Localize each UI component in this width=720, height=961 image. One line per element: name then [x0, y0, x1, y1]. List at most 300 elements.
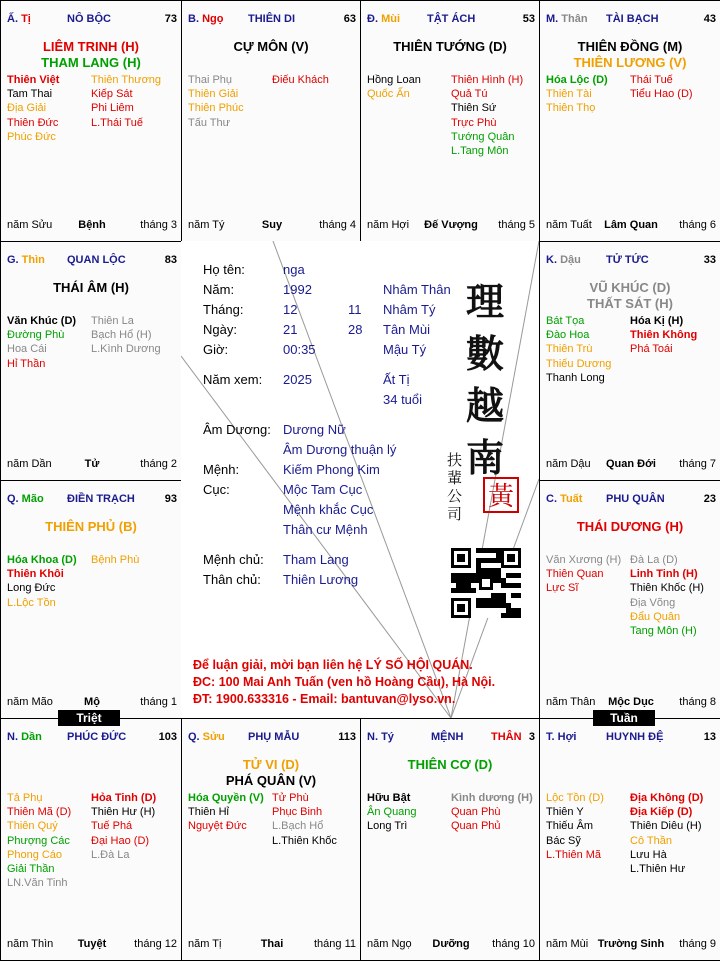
calligraphy-side-char: 司 [447, 505, 463, 523]
footer-stage: Đế Vượng [424, 219, 478, 231]
branch-name: Thân [561, 13, 588, 25]
palace-number: 3 [528, 731, 535, 743]
palace-name: PHÚC ĐỨC [67, 731, 127, 743]
palace-header [546, 493, 716, 509]
footer-month: tháng 3 [140, 219, 177, 231]
palace-name: HUYNH ĐỆ [606, 731, 664, 743]
amduong-label: Âm Dương: [203, 422, 271, 437]
palace-number: 23 [703, 493, 716, 505]
palace-header [188, 731, 356, 747]
branch-letter: Q. [188, 731, 203, 743]
minor-star: Thiên Diêu (H) [630, 820, 702, 833]
minor-star: L.Thái Tuế [91, 116, 143, 129]
branch-letter: G. [7, 254, 22, 266]
minor-star: Thanh Long [546, 371, 605, 384]
minor-star: Tuế Phá [91, 820, 133, 833]
palace-name: THIÊN DI [248, 13, 296, 25]
minor-star: Quan Phủ [451, 820, 501, 833]
calligraphy-side-char: 扶 [447, 451, 463, 469]
footer-stage: Lâm Quan [604, 219, 658, 231]
branch-label [367, 731, 394, 743]
minor-star: Thiên La [91, 315, 134, 327]
minor-stars-right [91, 553, 139, 567]
footer-stage: Trường Sinh [597, 938, 665, 950]
palace-name: TẬT ÁCH [427, 13, 476, 25]
branch-letter: Ấ. [7, 13, 22, 25]
minor-star: Tấu Thư [188, 116, 231, 129]
main-star: TỬ VI (D) [242, 757, 300, 772]
menh-value: Kiếm Phong Kim [283, 462, 380, 477]
footer-year: năm Mão [7, 696, 53, 708]
footer-month: tháng 1 [140, 696, 177, 708]
palace-suu[interactable] [181, 718, 361, 961]
minor-stars-right [451, 791, 533, 834]
palace-name: PHU QUÂN [606, 493, 665, 505]
hour-label: Giờ: [203, 342, 229, 357]
minor-star: Thiên Thương [91, 74, 162, 86]
minor-star: Tả Phụ [7, 792, 43, 804]
branch-letter: Đ. [367, 13, 382, 25]
main-star: THIÊN PHỦ (B) [45, 519, 137, 534]
branch-name: Tị [21, 13, 31, 25]
footer-stage: Dưỡng [432, 938, 470, 950]
branch-name: Mão [21, 493, 44, 505]
minor-stars-left [546, 73, 608, 116]
minor-star: L.Thiên Khốc [272, 834, 337, 847]
palace-header [546, 254, 716, 270]
branch-name: Tý [381, 731, 394, 743]
main-star: THIÊN TƯỚNG (D) [393, 39, 507, 54]
contact-line-1: Để luận giải, mời bạn liên hệ LÝ SỐ HỘI QUÁN. [193, 658, 473, 672]
minor-stars-right [91, 314, 161, 357]
minor-stars-right [272, 73, 329, 87]
minor-star: Văn Xương (H) [546, 554, 622, 566]
branch-label [188, 13, 223, 25]
cuc-note: Mệnh khắc Cục [283, 502, 374, 517]
palace-footer [546, 219, 716, 233]
minor-star: Quốc Ấn [367, 88, 410, 101]
minor-star: Đại Hao (D) [91, 834, 150, 847]
minor-star: Văn Khúc (D) [7, 315, 77, 327]
than-cu-note: Thân cư Mệnh [283, 522, 368, 537]
minor-star: Thiên Khốc (H) [630, 582, 704, 595]
minor-star: Kình dương (H) [451, 792, 533, 804]
minor-stars-right [91, 791, 156, 862]
age-value: 34 tuổi [383, 392, 423, 407]
palace-name: NÔ BỘC [67, 13, 111, 25]
minor-star: Tướng Quân [451, 130, 515, 143]
branch-label [7, 493, 44, 505]
footer-month: tháng 12 [134, 938, 177, 950]
footer-year: năm Mùi [546, 938, 589, 950]
minor-stars-left [7, 553, 77, 610]
palace-footer [546, 938, 716, 952]
minor-star: Đường Phù [7, 329, 65, 342]
minor-star: Thiên Hư (H) [91, 806, 156, 819]
month-label: Tháng: [203, 302, 244, 317]
minor-star: Thiên Thọ [546, 102, 596, 115]
palace-footer [546, 696, 716, 710]
branch-name: Thìn [21, 254, 45, 266]
day-value: 21 [283, 322, 298, 337]
minor-star: Phúc Đức [7, 130, 56, 143]
minor-stars-right [630, 553, 704, 638]
palace-footer [7, 458, 177, 472]
calligraphy-char: 數 [466, 331, 505, 376]
footer-year: năm Tị [188, 938, 222, 950]
footer-stage: Thai [260, 938, 284, 950]
minor-star: Thiên Việt [7, 74, 60, 86]
palace-hoi[interactable] [539, 718, 720, 961]
minor-stars-left [188, 73, 244, 130]
branch-label [546, 493, 582, 505]
minor-star: L.Bạch Hổ [272, 820, 324, 833]
footer-month: tháng 10 [492, 938, 535, 950]
minor-star: Phá Toái [630, 343, 673, 356]
minor-star: Hồng Loan [367, 74, 421, 86]
minor-star: Tiểu Hao (D) [630, 88, 693, 101]
footer-stage: Mộ [84, 696, 100, 708]
palace-ty[interactable] [0, 0, 182, 242]
minor-star: Giải Thần [7, 863, 55, 876]
minor-star: Phượng Các [7, 834, 70, 847]
palace-name: MỆNH [431, 731, 464, 743]
branch-label [188, 731, 225, 743]
qr-code [451, 548, 521, 618]
minor-star: Phong Cáo [7, 848, 63, 861]
palace-header [7, 254, 177, 270]
minor-star: Thiên Tài [546, 88, 592, 101]
palace-footer [367, 219, 535, 233]
palace-header [7, 731, 177, 747]
minor-star: Thiên Mã (D) [7, 806, 72, 819]
minor-stars-left [7, 73, 59, 144]
tuan-tag: Tuần [593, 710, 655, 726]
palace-footer [7, 938, 177, 952]
palace-number: 83 [164, 254, 177, 266]
footer-stage: Mộc Dục [608, 696, 654, 708]
minor-stars-right [272, 791, 337, 848]
minor-star: L.Đà La [91, 848, 130, 861]
minor-stars-left [546, 314, 611, 385]
branch-name: Dần [21, 731, 42, 743]
minor-star: Thiên Y [546, 806, 584, 819]
footer-year: năm Thân [546, 696, 596, 708]
minor-star: Thai Phụ [188, 74, 233, 86]
branch-letter: T. [546, 731, 558, 743]
footer-year: năm Tuất [546, 219, 592, 231]
branch-label [7, 731, 42, 743]
footer-stage: Quan Đới [606, 458, 656, 470]
minor-star: Thiên Trù [546, 343, 593, 356]
palace-ngo[interactable] [181, 0, 361, 242]
minor-star: Hữu Bật [367, 792, 411, 804]
main-star: THÁI ÂM (H) [53, 280, 129, 295]
footer-month: tháng 7 [679, 458, 716, 470]
main-star: THIÊN CƠ (D) [407, 757, 493, 772]
palace-tuat[interactable] [539, 480, 720, 719]
minor-star: L.Lộc Tồn [7, 596, 56, 609]
minor-star: Long Trì [367, 820, 408, 833]
palace-thin[interactable] [0, 241, 182, 481]
branch-letter: C. [546, 493, 561, 505]
minor-star: Bát Tọa [546, 315, 585, 327]
branch-name: Tuất [560, 493, 583, 505]
footer-year: năm Ngọ [367, 938, 412, 950]
branch-letter: B. [188, 13, 203, 25]
minor-star: Tang Môn (H) [630, 625, 697, 638]
palace-name: TÀI BẠCH [606, 13, 659, 25]
branch-letter: N. [7, 731, 22, 743]
main-star: VŨ KHÚC (D) [589, 280, 671, 295]
minor-stars-right [630, 791, 703, 876]
palace-header [546, 731, 716, 747]
minor-stars-right [630, 73, 693, 101]
palace-name: TỬ TỨC [606, 254, 649, 266]
palace-number: 33 [703, 254, 716, 266]
minor-star: Ân Quang [367, 806, 417, 819]
minor-star: Thiên Hỉ [188, 806, 229, 819]
calligraphy-char: 南 [466, 435, 505, 480]
branch-name: Ngọ [202, 13, 224, 25]
than-marker: THÂN [491, 731, 522, 743]
day-label: Ngày: [203, 322, 237, 337]
minor-star: Địa Võng [630, 596, 676, 609]
branch-label [367, 13, 400, 25]
palace-header [367, 731, 535, 747]
branch-name: Mùi [381, 13, 401, 25]
palace-mui[interactable] [360, 0, 540, 242]
minor-star: Bác Sỹ [546, 834, 581, 847]
minor-star: Phục Binh [272, 806, 323, 819]
minor-star: Thiên Quan [546, 568, 604, 581]
calligraphy-char: 越 [466, 383, 505, 428]
minor-star: Điếu Khách [272, 74, 329, 86]
branch-letter: K. [546, 254, 561, 266]
footer-year: năm Tý [188, 219, 225, 231]
minor-star: Thiên Phúc [188, 102, 244, 115]
minor-star: Thiếu Âm [546, 820, 594, 833]
minor-star: Đẩu Quân [630, 610, 681, 623]
minor-star: Bạch Hổ (H) [91, 329, 152, 342]
palace-footer [546, 458, 716, 472]
minor-stars-right [451, 73, 523, 158]
branch-label [546, 13, 588, 25]
palace-number: 73 [164, 13, 177, 25]
palace-number: 113 [338, 731, 356, 743]
minor-star: Kiếp Sát [91, 88, 133, 101]
minor-star: Tử Phù [272, 792, 309, 804]
minor-star: Thiên Khôi [7, 568, 64, 581]
palace-dau[interactable] [539, 241, 720, 481]
palace-footer [7, 696, 177, 710]
minor-star: Hóa Quyền (V) [188, 792, 264, 804]
main-star: THÁI DƯƠNG (H) [576, 519, 684, 534]
branch-label [7, 13, 31, 25]
month-value: 12 [283, 302, 298, 317]
footer-month: tháng 9 [679, 938, 716, 950]
minor-star: L.Kình Dương [91, 343, 161, 356]
day-can: Tân Mùi [383, 322, 430, 337]
branch-label [7, 254, 45, 266]
minor-stars-left [546, 553, 621, 596]
main-star: THẤT SÁT (H) [587, 296, 673, 311]
footer-stage: Tuyệt [77, 938, 107, 950]
minor-star: Bệnh Phù [91, 554, 140, 566]
minor-star: Hỉ Thần [7, 357, 46, 370]
palace-name: ĐIỀN TRẠCH [67, 493, 135, 505]
palace-name: PHỤ MẪU [248, 731, 300, 743]
minor-star: Nguyệt Đức [188, 820, 247, 833]
palace-header [7, 493, 177, 509]
minor-star: Tam Thai [7, 88, 53, 101]
palace-header [188, 13, 356, 29]
minor-star: Hóa Kị (H) [630, 315, 684, 327]
palace-dan[interactable] [0, 718, 182, 961]
cuc-label: Cục: [203, 482, 230, 497]
palace-footer [7, 219, 177, 233]
view-year-value: 2025 [283, 372, 312, 387]
minor-stars-left [367, 73, 421, 101]
footer-month: tháng 4 [319, 219, 356, 231]
branch-name: Sửu [202, 731, 225, 743]
palace-mao[interactable] [0, 480, 182, 719]
branch-letter: Q. [7, 493, 22, 505]
palace-footer [188, 938, 356, 952]
calligraphy-side-char: 公 [447, 487, 463, 505]
main-star: LIÊM TRINH (H) [42, 39, 140, 54]
palace-number: 103 [158, 731, 177, 743]
main-star: THAM LANG (H) [41, 55, 141, 70]
footer-month: tháng 6 [679, 219, 716, 231]
hour-value: 00:35 [283, 342, 316, 357]
view-year-can: Ất Tị [383, 372, 410, 387]
palace-number: 93 [164, 493, 177, 505]
palace-ty2[interactable] [360, 718, 540, 961]
footer-stage: Bệnh [78, 219, 106, 231]
view-year-label: Năm xem: [203, 372, 263, 387]
amduong-value: Dương Nữ [283, 422, 346, 437]
contact-line-2: ĐC: 100 Mai Anh Tuấn (ven hồ Hoàng Cầu), Hà Nội. [193, 675, 496, 689]
minor-star: Địa Giải [7, 102, 47, 115]
minor-star: Thiên Đức [7, 116, 59, 129]
minor-star: Lực Sĩ [546, 582, 579, 595]
calligraphy-side-char: 輩 [447, 469, 463, 487]
footer-month: tháng 5 [498, 219, 535, 231]
minor-stars-right [630, 314, 697, 357]
palace-than[interactable] [539, 0, 720, 242]
minor-stars-left [367, 791, 417, 834]
minor-star: Hóa Khoa (D) [7, 554, 77, 566]
palace-header [7, 13, 177, 29]
minor-star: Hỏa Tinh (D) [91, 792, 157, 804]
footer-stage: Tử [84, 458, 100, 470]
year-can: Nhâm Thân [383, 282, 451, 297]
than-chu-label: Thân chủ: [203, 572, 261, 587]
minor-star: Linh Tinh (H) [630, 568, 698, 581]
main-star: THIÊN ĐỒNG (M) [577, 39, 683, 54]
minor-star: L.Thiên Hư [630, 863, 686, 876]
minor-star: Thiếu Dương [546, 357, 612, 370]
palace-footer [367, 938, 535, 952]
month-can: Nhâm Tý [383, 302, 436, 317]
minor-star: Cô Thần [630, 834, 672, 847]
palace-number: 13 [703, 731, 716, 743]
palace-header [367, 13, 535, 29]
palace-footer [188, 219, 356, 233]
main-star: PHÁ QUÂN (V) [225, 773, 317, 788]
name-value: nga [283, 262, 305, 277]
minor-star: Hoa Cái [7, 343, 47, 356]
minor-stars-left [7, 791, 71, 890]
minor-star: Hóa Lộc (D) [546, 74, 608, 86]
minor-stars-left [546, 791, 604, 862]
branch-letter: M. [546, 13, 562, 25]
branch-label [546, 254, 581, 266]
name-label: Họ tên: [203, 262, 245, 277]
branch-name: Dậu [560, 254, 581, 266]
footer-year: năm Dậu [546, 458, 591, 470]
minor-star: Quả Tú [451, 88, 488, 101]
footer-year: năm Thìn [7, 938, 54, 950]
minor-star: Quan Phù [451, 806, 501, 819]
palace-number: 43 [703, 13, 716, 25]
center-info-panel [181, 241, 539, 718]
minor-star: Đào Hoa [546, 329, 590, 342]
minor-star: Thiên Quý [7, 820, 58, 833]
minor-star: Lộc Tồn (D) [546, 792, 604, 804]
palace-name: QUAN LỘC [67, 254, 126, 266]
footer-month: tháng 11 [313, 938, 356, 950]
contact-line-3: ĐT: 1900.633316 - Email: bantuvan@lyso.vn. [193, 692, 456, 706]
month-lunar: 11 [348, 302, 362, 317]
branch-label [546, 731, 576, 743]
minor-star: Phi Liêm [91, 102, 134, 115]
branch-name: Hợi [557, 731, 577, 743]
calligraphy-char: 理 [466, 279, 505, 324]
day-lunar: 28 [348, 322, 363, 337]
footer-year: năm Dần [7, 458, 52, 470]
minor-star: Thiên Hình (H) [451, 74, 524, 86]
menh-chu-value: Tham Lang [283, 552, 349, 567]
minor-stars-right [91, 73, 161, 130]
menh-chu-label: Mệnh chủ: [203, 552, 264, 567]
minor-stars-left [188, 791, 264, 834]
branch-letter: N. [367, 731, 382, 743]
than-chu-value: Thiên Lương [283, 572, 359, 587]
minor-star: Lưu Hà [630, 848, 667, 861]
red-seal: 黃 [483, 477, 519, 513]
footer-year: năm Hợi [367, 219, 410, 231]
footer-stage: Suy [261, 219, 283, 231]
footer-month: tháng 8 [679, 696, 716, 708]
hour-can: Mậu Tý [383, 342, 427, 357]
footer-year: năm Sửu [7, 219, 53, 231]
footer-month: tháng 2 [140, 458, 177, 470]
minor-star: LN.Văn Tinh [7, 877, 68, 890]
main-star: THIÊN LƯƠNG (V) [573, 55, 687, 70]
year-label: Năm: [203, 282, 235, 297]
minor-star: Đà La (D) [630, 554, 678, 566]
main-star: CỰ MÔN (V) [233, 39, 309, 54]
amduong-note: Âm Dương thuận lý [283, 442, 397, 457]
minor-star: Thiên Giải [188, 88, 239, 101]
minor-star: Địa Kiếp (D) [630, 806, 693, 819]
qr-pattern [451, 548, 521, 618]
minor-star: Thái Tuế [630, 74, 673, 86]
year-value: 1992 [283, 282, 312, 297]
minor-star: L.Thiên Mã [546, 848, 602, 861]
